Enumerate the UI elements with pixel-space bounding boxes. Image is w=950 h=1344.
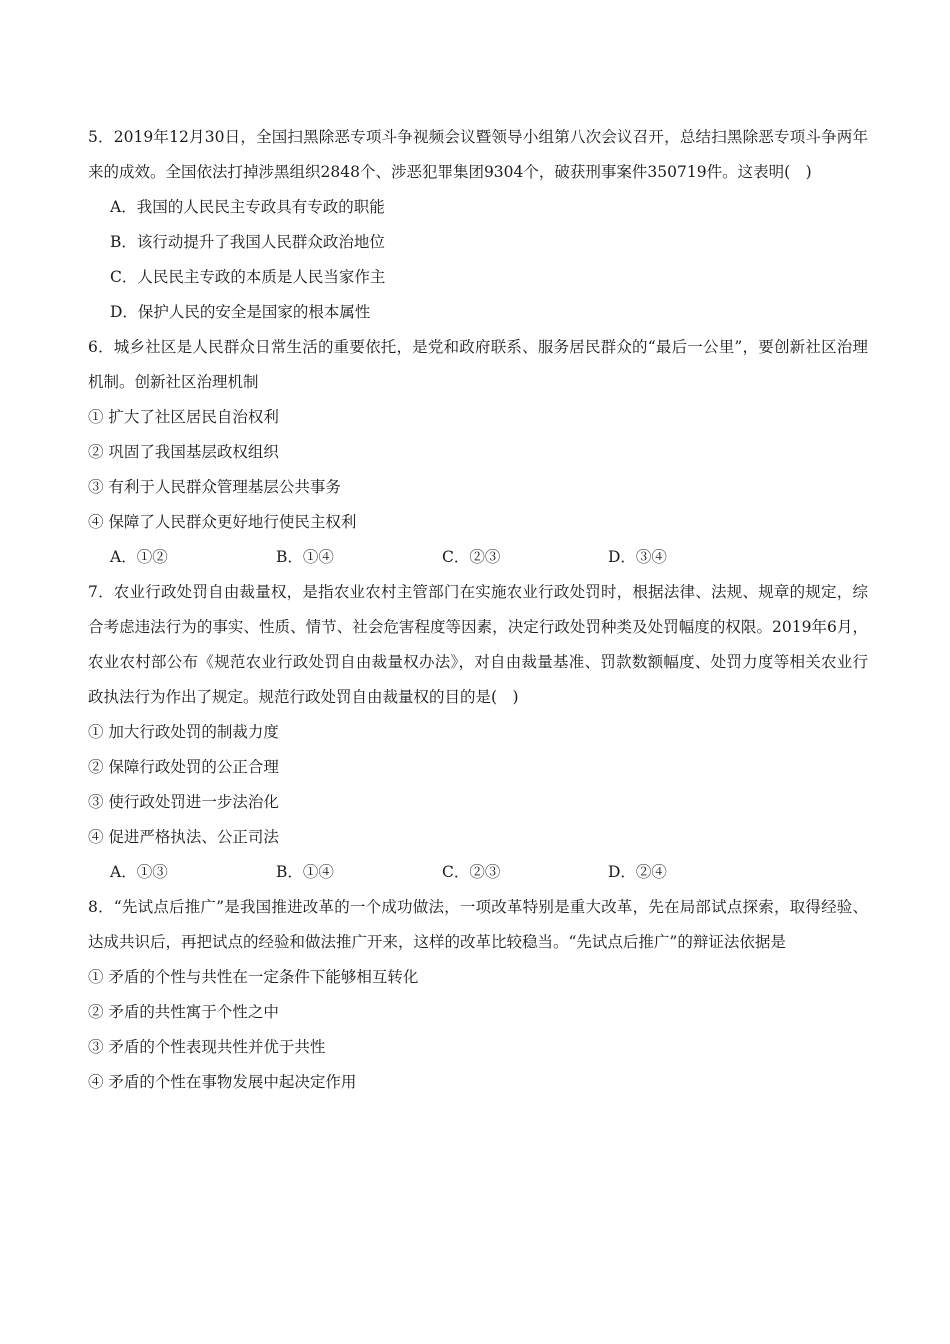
question-7-choice-c: C．②③ [442,863,501,881]
question-6-choices [88,540,868,575]
question-6-choice-a: A．①② [110,548,168,566]
question-6-choice-c: C．②③ [442,548,501,566]
question-7-choice-d: D．②④ [608,863,667,881]
question-5-option-b: B．该行动提升了我国人民群众政治地位 [110,233,385,251]
question-7-item-4: ④ 促进严格执法、公正司法 [88,828,279,846]
question-8-stem: 8．“先试点后推广”是我国推进改革的一个成功做法，一项改革特别是重大改革，先在局部试点探索，取得经验、达成共识后，再把试点的经验和做法推广开来，这样的改革比较稳当。“先试点后推广”的辩证法依据是 [88,898,868,951]
question-list [88,120,868,1100]
question-8 [88,890,868,1100]
question-5-option-a: A．我国的人民民主专政具有专政的职能 [110,198,385,216]
question-6-choice-d: D．③④ [608,548,667,566]
question-7-stem: 7．农业行政处罚自由裁量权，是指农业农村主管部门在实施农业行政处罚时，根据法律、法规、规章的规定，综合考虑违法行为的事实、性质、情节、社会危害程度等因素，决定行政处罚种类及处罚幅度的权限。2019年6月，农业农村部公布《规范农业行政处罚自由裁量权办法》，对自由裁量基准、罚款数额幅度、处罚力度等相关农业行政执法行为作出了规定。规范行政处罚自由裁量权的目的是( ) [88,583,868,706]
question-6 [88,330,868,575]
question-6-choice-b: B．①④ [276,548,334,566]
question-7-item-3: ③ 使行政处罚进一步法治化 [88,793,279,811]
question-8-item-2: ② 矛盾的共性寓于个性之中 [88,1003,279,1021]
question-8-item-3: ③ 矛盾的个性表现共性并优于共性 [88,1038,326,1056]
question-7 [88,575,868,890]
question-7-item-2: ② 保障行政处罚的公正合理 [88,758,279,776]
question-5-stem: 5．2019年12月30日，全国扫黑除恶专项斗争视频会议暨领导小组第八次会议召开，总结扫黑除恶专项斗争两年来的成效。全国依法打掉涉黑组织2848个、涉恶犯罪集团9304个，破获刑事案件350719件。这表明( ) [88,128,868,181]
question-6-item-4: ④ 保障了人民群众更好地行使民主权利 [88,513,357,531]
question-7-item-1: ① 加大行政处罚的制裁力度 [88,723,279,741]
question-7-choices [88,855,868,890]
question-6-item-3: ③ 有利于人民群众管理基层公共事务 [88,478,341,496]
question-8-item-1: ① 矛盾的个性与共性在一定条件下能够相互转化 [88,968,419,986]
question-6-item-2: ② 巩固了我国基层政权组织 [88,443,279,461]
question-6-stem: 6．城乡社区是人民群众日常生活的重要依托，是党和政府联系、服务居民群众的“最后一公里”，要创新社区治理机制。创新社区治理机制 [88,338,868,391]
question-5-option-d: D．保护人民的安全是国家的根本属性 [110,303,371,321]
question-8-item-4: ④ 矛盾的个性在事物发展中起决定作用 [88,1073,357,1091]
question-6-item-1: ① 扩大了社区居民自治权利 [88,408,279,426]
question-7-choice-b: B．①④ [276,863,334,881]
question-5-option-c: C．人民民主专政的本质是人民当家作主 [110,268,386,286]
question-7-choice-a: A．①③ [110,863,168,881]
question-5 [88,120,868,330]
